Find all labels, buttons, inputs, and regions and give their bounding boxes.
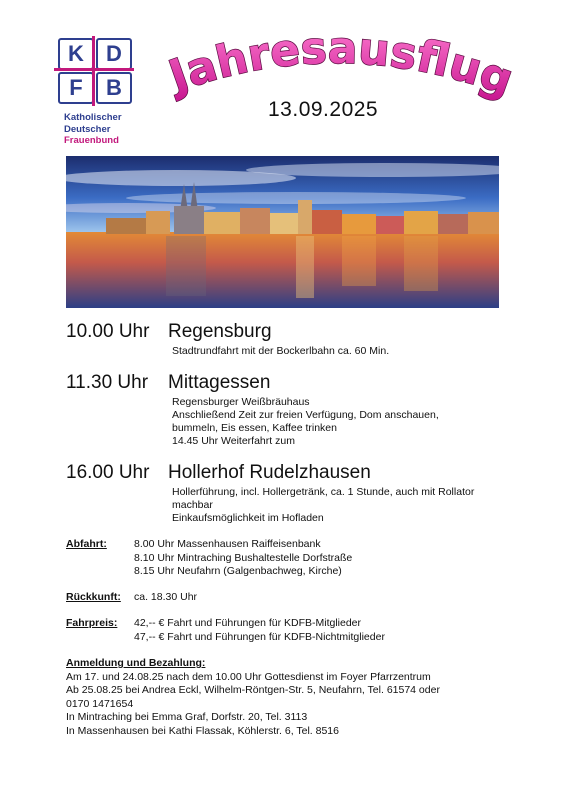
- kdfb-logo: [58, 38, 134, 108]
- rueckkunft-label: Rückkunft:: [66, 591, 121, 603]
- detail-line: Regensburger Weißbräuhaus: [172, 396, 310, 408]
- anmeldung-section: [66, 657, 506, 738]
- schedule-place: Mittagessen: [168, 372, 271, 393]
- logo-cross-horizontal: [54, 68, 134, 71]
- org-line-1: Katholischer: [64, 112, 122, 123]
- anmeldung-line: Am 17. und 24.08.25 nach dem 10.00 Uhr Gottesdienst im Foyer Pfarrzentrum: [66, 670, 431, 683]
- logo-letter-b: B: [96, 72, 132, 104]
- logo-letter-f: F: [58, 72, 94, 104]
- schedule-place: Regensburg: [168, 321, 272, 342]
- title-text: Jahresausflug: [162, 28, 520, 107]
- detail-line: Anschließend Zeit zur freien Verfügung, Dom anschauen,: [172, 409, 439, 421]
- anmeldung-line: Ab 25.08.25 bei Andrea Eckl, Wilhelm-Röntgen-Str. 5, Neufahrn, Tel. 61574 oder: [66, 684, 440, 696]
- abfahrt-line: 8.10 Uhr Mintraching Bushaltestelle Dorfstraße: [134, 551, 353, 564]
- svg-text:Jahresausflug: [160, 28, 520, 106]
- logo-letter-k: K: [58, 38, 94, 70]
- fahrpreis-lines: [134, 617, 385, 644]
- schedule-time: 11.30 Uhr: [66, 372, 149, 393]
- logo-cross-vertical: [92, 36, 95, 106]
- logo-grid: [58, 38, 130, 104]
- abfahrt-lines: [134, 538, 352, 579]
- schedule-details: [172, 486, 512, 525]
- anmeldung-label: Anmeldung und Bezahlung:: [66, 657, 206, 669]
- abfahrt-line: 8.15 Uhr Neufahrn (Galgenbachweg, Kirche): [134, 565, 342, 577]
- schedule-details: [172, 345, 512, 358]
- detail-line: Einkaufsmöglichkeit im Hofladen: [172, 512, 324, 524]
- detail-line: machbar: [172, 499, 213, 511]
- schedule-place: Hollerhof Rudelzhausen: [168, 462, 371, 483]
- org-line-3: Frauenbund: [64, 135, 119, 146]
- detail-line: Hollerführung, incl. Hollergetränk, ca. 1 Stunde, auch mit Rollator: [172, 486, 475, 498]
- org-line-2: Deutscher: [64, 123, 111, 135]
- fahrpreis-label: Fahrpreis:: [66, 617, 118, 629]
- abfahrt-line: 8.00 Uhr Massenhausen Raiffeisenbank: [134, 538, 321, 550]
- rueckkunft-value: ca. 18.30 Uhr: [134, 591, 198, 603]
- anmeldung-line: 0170 1471654: [66, 697, 134, 710]
- logo-letter-d: D: [96, 38, 132, 70]
- anmeldung-line: In Mintraching bei Emma Graf, Dorfstr. 20, Tel. 3113: [66, 711, 308, 723]
- detail-line: Stadtrundfahrt mit der Bockerlbahn ca. 60 Min.: [172, 345, 390, 357]
- abfahrt-label: Abfahrt:: [66, 538, 107, 550]
- schedule-time: 10.00 Uhr: [66, 321, 150, 342]
- fahrpreis-line: 42,-- € Fahrt und Führungen für KDFB-Mitglieder: [134, 617, 362, 629]
- anmeldung-line: In Massenhausen bei Kathi Flassak, Köhlerstr. 6, Tel. 8516: [66, 724, 339, 737]
- fahrpreis-line: 47,-- € Fahrt und Führungen für KDFB-Nichtmitglieder: [134, 630, 385, 643]
- detail-line: bummeln, Eis essen, Kaffee trinken: [172, 422, 337, 434]
- organization-name: [64, 112, 122, 147]
- detail-line: 14.45 Uhr Weiterfahrt zum: [172, 435, 295, 447]
- schedule-time: 16.00 Uhr: [66, 462, 150, 483]
- regensburg-skyline-photo: [66, 156, 499, 308]
- schedule-details: [172, 396, 512, 448]
- event-date: 13.09.2025: [268, 98, 379, 121]
